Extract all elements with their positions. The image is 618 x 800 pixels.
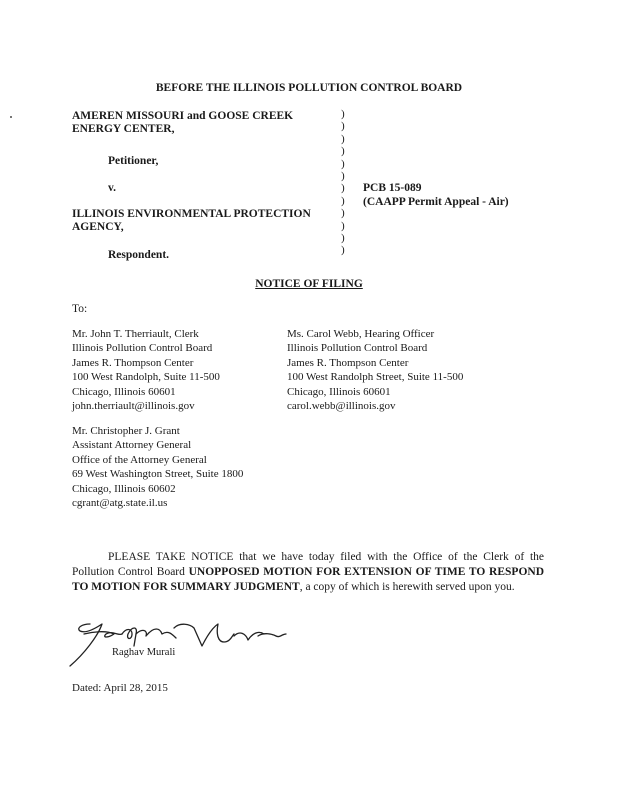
petitioner-role: Petitioner,: [108, 155, 159, 167]
recipient-city: Chicago, Illinois 60602: [72, 482, 176, 495]
paren: ): [341, 219, 345, 232]
versus-label: v.: [108, 182, 116, 194]
paren: ): [341, 132, 345, 145]
notice-body-paragraph: [72, 550, 544, 595]
signer-name: Raghav Murali: [112, 647, 176, 658]
paren: ): [341, 194, 345, 207]
paren: ): [341, 231, 345, 244]
document-title: BEFORE THE ILLINOIS POLLUTION CONTROL BOARD: [155, 82, 463, 94]
paren: ): [341, 157, 345, 170]
respondent-role: Respondent.: [108, 249, 170, 261]
body-text-part-2: , a copy of which is herewith served upon you.: [299, 581, 515, 593]
body-text-part-1: PLEASE TAKE NOTICE that we have today filed with the Office of the Clerk of the Pollution Control Board: [72, 551, 544, 578]
to-label: To:: [72, 303, 88, 315]
petitioner-line-2: ENERGY CENTER,: [72, 123, 175, 135]
recipient-street: 100 West Randolph, Suite 11-500: [72, 371, 220, 384]
petitioner-line-1: AMEREN MISSOURI and GOOSE CREEK: [72, 110, 294, 122]
recipient-building: James R. Thompson Center: [287, 356, 409, 369]
recipient-clerk: [72, 327, 220, 413]
recipient-email[interactable]: john.therriault@illinois.gov: [72, 400, 195, 413]
recipient-building: James R. Thompson Center: [72, 356, 194, 369]
recipient-name: Mr. John T. Therriault, Clerk: [72, 328, 199, 340]
recipient-attorney-general: [72, 424, 243, 510]
recipient-name: Mr. Christopher J. Grant: [72, 425, 180, 437]
motion-title: UNOPPOSED MOTION FOR EXTENSION OF TIME TO RESPOND TO MOTION FOR SUMMARY JUDGMENT: [72, 566, 544, 593]
recipient-org: Illinois Pollution Control Board: [72, 342, 213, 355]
recipient-name: Ms. Carol Webb, Hearing Officer: [287, 328, 435, 340]
respondent-name: [72, 208, 311, 234]
paren: ): [341, 244, 345, 257]
paren: ): [341, 145, 345, 158]
recipient-email[interactable]: cgrant@atg.state.il.us: [72, 497, 168, 510]
recipient-building: Office of the Attorney General: [72, 453, 207, 466]
recipient-org: Illinois Pollution Control Board: [287, 342, 428, 355]
recipient-street: 100 West Randolph Street, Suite 11-500: [287, 371, 464, 384]
recipient-city: Chicago, Illinois 60601: [72, 385, 176, 398]
case-type: (CAAPP Permit Appeal - Air): [363, 196, 509, 208]
case-info: [363, 181, 509, 209]
recipient-email[interactable]: carol.webb@illinois.gov: [287, 400, 396, 413]
dated-line: Dated: April 28, 2015: [72, 682, 168, 694]
case-number: PCB 15-089: [363, 182, 422, 194]
recipient-street: 69 West Washington Street, Suite 1800: [72, 468, 244, 481]
recipient-org: Assistant Attorney General: [72, 439, 192, 452]
recipient-hearing-officer: [287, 327, 463, 413]
paren: ): [341, 182, 345, 195]
notice-heading: NOTICE OF FILING: [255, 278, 363, 290]
recipient-city: Chicago, Illinois 60601: [287, 385, 391, 398]
caption-parenthesis-column: [341, 108, 345, 257]
signature-image: [62, 612, 292, 672]
paren: ): [341, 169, 345, 182]
scan-speck: [10, 116, 12, 118]
paren: ): [341, 108, 345, 120]
paren: ): [341, 120, 345, 133]
respondent-line-2: AGENCY,: [72, 221, 124, 233]
respondent-line-1: ILLINOIS ENVIRONMENTAL PROTECTION: [72, 208, 311, 220]
petitioner-name: [72, 110, 293, 136]
paren: ): [341, 207, 345, 220]
